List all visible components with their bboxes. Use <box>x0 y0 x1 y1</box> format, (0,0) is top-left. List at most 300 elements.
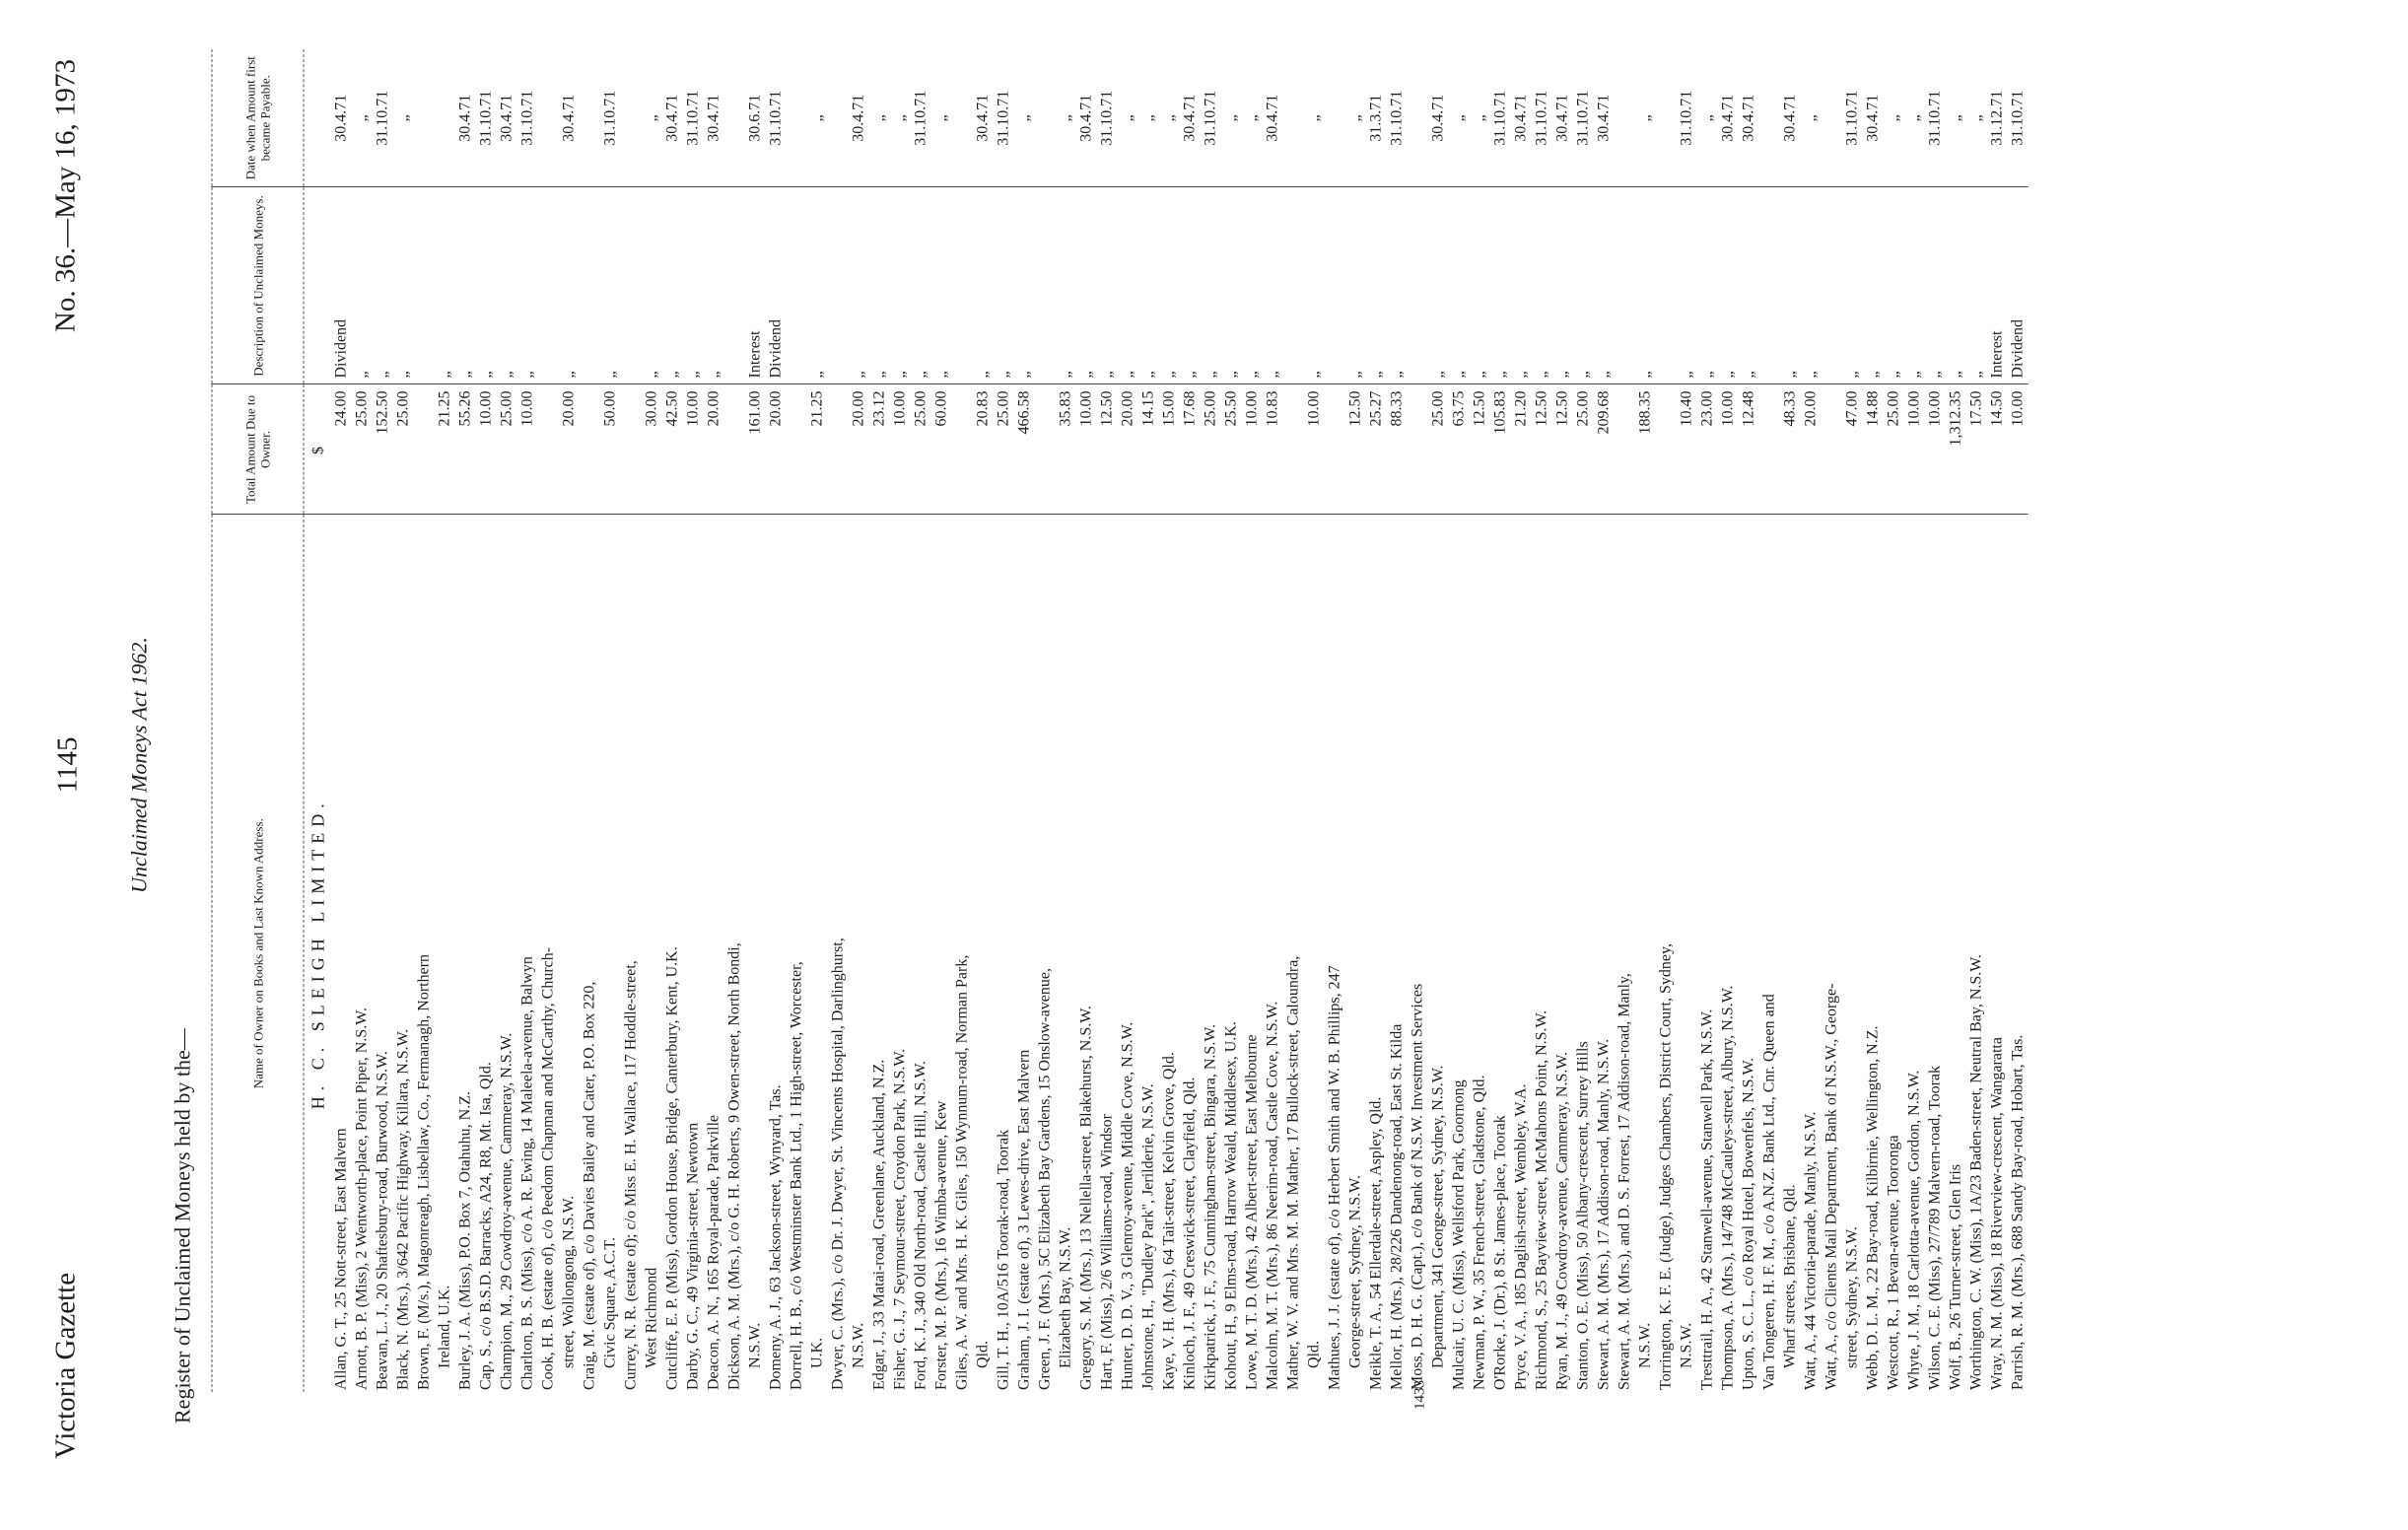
payable-date: 30.4.71 <box>1740 94 1756 142</box>
table-header-row <box>212 49 304 1392</box>
amount-due: 10.40 <box>1655 384 1696 515</box>
owner-name-address <box>993 515 1013 1392</box>
moneys-description: „ <box>889 187 910 384</box>
moneys-description: „ <box>1821 187 1862 384</box>
owner-name-address <box>1883 515 1903 1392</box>
payable-date: 31.10.71 <box>995 90 1011 146</box>
moneys-description: „ <box>454 187 475 384</box>
table-row <box>1862 49 1883 1392</box>
amount-due: 10.00 <box>1924 384 1945 515</box>
table-row <box>1407 49 1448 1392</box>
table-row <box>868 49 889 1392</box>
column-header-amount: Total Amount Due to Owner. <box>212 384 304 515</box>
moneys-description: Interest <box>723 187 765 384</box>
owner-address-continuation: U.K. <box>808 1337 825 1368</box>
owner-name-address <box>1075 515 1096 1392</box>
amount-due: 21.25 <box>413 384 454 515</box>
owner-address-continuation: Ireland, U.K. <box>436 1285 452 1368</box>
owner-name-address <box>1800 515 1821 1392</box>
owner-name-address <box>1614 515 1655 1392</box>
owner-name-line: Watt, A., c/o Clients Mail Department, Bank of N.S.W., George- <box>1823 983 1839 1390</box>
payable-date: „ <box>870 114 887 122</box>
payable-date: 30.6.71 <box>746 94 763 142</box>
moneys-description: „ <box>1510 187 1531 384</box>
payable-date: „ <box>1243 114 1260 122</box>
owner-name-line: O'Rorke, J. (Dr.), 8 St. James-place, Toorak <box>1491 1115 1508 1390</box>
payable-date: „ <box>1885 114 1901 122</box>
moneys-description: „ <box>1614 187 1655 384</box>
owner-name-address <box>1469 515 1489 1392</box>
payable-date: 31.10.71 <box>1533 90 1549 146</box>
amount-due: 17.68 <box>1179 384 1200 515</box>
amount-due: 20.00 <box>765 384 786 515</box>
owner-name-line: Gregory, S. M. (Mrs.), 13 Nellella-street, Blakehurst, N.S.W. <box>1077 1006 1094 1390</box>
payable-date: „ <box>1802 114 1819 122</box>
owner-name-line: Domeny, A. J., 63 Jackson-street, Wynyard, Tas. <box>767 1084 784 1390</box>
table-row <box>1758 49 1800 1392</box>
amount-due: 10.00 <box>1903 384 1924 515</box>
owner-name-line: Green, J. F. (Mrs.), 5C Elizabeth Bay Gardens, 15 Onslow-avenue, <box>1036 968 1053 1390</box>
table-row <box>1386 49 1407 1392</box>
column-header-name: Name of Owner on Books and Last Known Address. <box>212 515 304 1392</box>
unclaimed-moneys-table <box>211 49 2028 1392</box>
payable-date: 31.10.71 <box>1388 90 1405 146</box>
amount-due: 63.75 <box>1448 384 1469 515</box>
owner-address-continuation: Elizabeth Bay, N.S.W. <box>1057 1226 1073 1368</box>
act-title: Unclaimed Moneys Act 1962. <box>126 637 151 893</box>
owner-name-line: Charlton, B. S. (Miss), c/o A. R. Ewing, 14 Maleela-avenue, Balwyn <box>518 956 535 1390</box>
payable-date: „ <box>1905 114 1922 122</box>
payable-date: „ <box>1947 114 1963 122</box>
owner-name-line: Edgar, J., 33 Matai-road, Greenlane, Auckland, N.Z. <box>870 1059 887 1390</box>
owner-name-line: Cap, S., c/o B.S.D. Barracks, A24, R8, Mt. Isa, Qld. <box>477 1062 494 1390</box>
owner-name-address <box>475 515 496 1392</box>
owner-name-line: Parrish, R. M. (Mrs.), 688 Sandy Bay-road, Hobart, Tas. <box>2009 1034 2026 1390</box>
amount-due: 55.26 <box>454 384 475 515</box>
table-row <box>1945 49 1965 1392</box>
amount-due: 25.00 <box>351 384 372 515</box>
owner-name-line: Kaye, V. H. (Mrs.), 64 Tait-street, Kelvin Grove, Qld. <box>1160 1052 1177 1390</box>
payable-date: 31.3.71 <box>1367 94 1384 142</box>
owner-name-address <box>1738 515 1758 1392</box>
owner-name-line: Deacon, A. N., 165 Royal-parade, Parkville <box>705 1114 722 1390</box>
owner-name-address <box>1924 515 1945 1392</box>
owner-name-address <box>2007 515 2028 1392</box>
amount-due: 10.00 <box>1282 384 1324 515</box>
amount-due: 12.50 <box>1096 384 1117 515</box>
moneys-description: „ <box>930 187 951 384</box>
owner-name-line: Dwyer, C. (Mrs.), c/o Dr. J. Dwyer, St. Vincents Hospital, Darlinghurst, <box>829 938 846 1390</box>
owner-name-line: Beavan, L. J., 20 Shaftesbury-road, Burwood, N.S.W. <box>374 1051 390 1390</box>
owner-name-address <box>392 515 413 1392</box>
amount-due: 24.00 <box>330 384 351 515</box>
owner-name-address <box>1572 515 1593 1392</box>
owner-address-continuation: N.S.W. <box>1636 1322 1653 1368</box>
amount-due: 25.00 <box>1883 384 1903 515</box>
owner-name-line: Meikle, T. A., 54 Ellerdale-street, Aspley, Qld. <box>1367 1096 1384 1390</box>
payable-date: „ <box>1015 114 1032 122</box>
owner-name-address <box>1241 515 1262 1392</box>
owner-address-continuation: Qld. <box>1305 1341 1322 1368</box>
amount-due: 23.12 <box>868 384 889 515</box>
table-row <box>1034 49 1075 1392</box>
payable-date: 30.4.71 <box>498 94 515 142</box>
owner-name-line: Dorrell, H. B., c/o Westminster Bank Ltd., 1 High-street, Worcester, <box>788 961 804 1390</box>
payable-date: „ <box>643 114 659 122</box>
moneys-description: „ <box>1758 187 1800 384</box>
payable-date: „ <box>1119 114 1135 122</box>
owner-name-address <box>537 515 579 1392</box>
publication-title: Victoria Gazette <box>49 1272 81 1459</box>
moneys-description: „ <box>351 187 372 384</box>
amount-due: 35.83 <box>1034 384 1075 515</box>
owner-name-line: Wray, N. M. (Miss), 18 Riverview-crescent, Wangaratta <box>1988 1037 2005 1390</box>
table-row <box>454 49 475 1392</box>
owner-name-line: Darby, G. C., 49 Virginia-street, Newtown <box>684 1122 701 1390</box>
owner-address-continuation: N.S.W. <box>850 1322 866 1368</box>
payable-date: „ <box>1160 114 1177 122</box>
owner-name-address <box>1137 515 1158 1392</box>
moneys-description: „ <box>1407 187 1448 384</box>
table-row <box>620 49 661 1392</box>
moneys-description: „ <box>1903 187 1924 384</box>
owner-name-address <box>1821 515 1862 1392</box>
moneys-description: „ <box>1324 187 1365 384</box>
amount-due: 21.25 <box>786 384 827 515</box>
owner-name-line: Thompson, A. (Mrs.), 14/748 McCauleys-street, Albury, N.S.W. <box>1719 985 1736 1390</box>
table-row <box>537 49 579 1392</box>
table-row <box>1800 49 1821 1392</box>
amount-due: 60.00 <box>930 384 951 515</box>
amount-due: 17.50 <box>1965 384 1986 515</box>
table-row <box>2007 49 2028 1392</box>
table-row <box>786 49 827 1392</box>
amount-due: 48.33 <box>1758 384 1800 515</box>
owner-name-line: Lowe, M. T. D. (Mrs.), 42 Albert-street, East Melbourne <box>1243 1034 1260 1390</box>
payable-date: 31.10.71 <box>1678 90 1694 146</box>
currency-symbol: $ <box>304 384 331 515</box>
moneys-description: „ <box>827 187 868 384</box>
moneys-description: „ <box>1282 187 1324 384</box>
owner-name-line: Wolf, B., 26 Turner-street, Glen Iris <box>1947 1163 1963 1390</box>
amount-due: 12.50 <box>1531 384 1551 515</box>
table-row <box>889 49 910 1392</box>
owner-address-continuation: Qld. <box>974 1341 991 1368</box>
table-row <box>392 49 413 1392</box>
owner-name-line: Stewart, A. M. (Mrs.), and D. S. Forrest, 17 Addison-road, Manly, <box>1616 973 1632 1390</box>
owner-name-address <box>827 515 868 1392</box>
payable-date: „ <box>353 114 370 122</box>
owner-name-address <box>1324 515 1365 1392</box>
amount-due: 25.00 <box>910 384 930 515</box>
owner-name-line: Dickson, A. M. (Mrs.), c/o G. H. Roberts, 9 Owen-street, North Bondi, <box>725 942 742 1390</box>
amount-due: 152.50 <box>372 384 392 515</box>
amount-due: 25.00 <box>496 384 516 515</box>
moneys-description: „ <box>537 187 579 384</box>
payable-date: 31.12.71 <box>1988 90 2005 146</box>
owner-name-address <box>1220 515 1241 1392</box>
payable-date: 30.4.71 <box>974 94 991 142</box>
owner-name-line: Cook, H. B. (estate of), c/o Peedom Chapman and McCarthy, Church- <box>539 946 556 1390</box>
amount-due: 25.00 <box>993 384 1013 515</box>
amount-due: 10.00 <box>889 384 910 515</box>
amount-due: 10.00 <box>475 384 496 515</box>
payable-date: 30.4.71 <box>1264 94 1280 142</box>
owner-name-line: Brown, F. (M/s.), Magonreagh, Lisbellaw, Co., Fermanagh, Northern <box>415 953 432 1390</box>
moneys-description: Interest <box>1986 187 2007 384</box>
table-row <box>703 49 723 1392</box>
table-row <box>1365 49 1386 1392</box>
owner-name-address <box>1696 515 1717 1392</box>
payable-date: „ <box>1139 114 1156 122</box>
amount-due: 25.00 <box>1407 384 1448 515</box>
owner-name-address <box>351 515 372 1392</box>
amount-due: 25.00 <box>1200 384 1220 515</box>
owner-name-address <box>1489 515 1510 1392</box>
table-row <box>723 49 765 1392</box>
payable-date: „ <box>1057 114 1073 122</box>
moneys-description: „ <box>1034 187 1075 384</box>
moneys-description: „ <box>496 187 516 384</box>
table-row <box>1158 49 1179 1392</box>
table-row <box>579 49 620 1392</box>
payable-date: „ <box>1222 114 1239 122</box>
table-row <box>1241 49 1262 1392</box>
payable-date: 30.4.71 <box>1595 94 1612 142</box>
register-title: Register of Unclaimed Moneys held by the— <box>170 1028 194 1424</box>
moneys-description: „ <box>1965 187 1986 384</box>
moneys-description: „ <box>579 187 620 384</box>
table-row <box>1489 49 1510 1392</box>
owner-name-address <box>1448 515 1469 1392</box>
table-row <box>475 49 496 1392</box>
moneys-description: „ <box>516 187 537 384</box>
moneys-description: „ <box>372 187 392 384</box>
owner-name-address <box>930 515 951 1392</box>
owner-name-line: Westcott, R., 1 Bevan-avenue, Tooronga <box>1885 1135 1901 1390</box>
payable-date: 30.4.71 <box>1781 94 1798 142</box>
payable-date: 30.4.71 <box>663 94 680 142</box>
moneys-description: Dividend <box>330 187 351 384</box>
moneys-description: „ <box>1924 187 1945 384</box>
table-row <box>1717 49 1738 1392</box>
table-row <box>1883 49 1903 1392</box>
table-row <box>1469 49 1489 1392</box>
owner-name-address <box>372 515 392 1392</box>
payable-date: 31.10.71 <box>1926 90 1943 146</box>
moneys-description: „ <box>475 187 496 384</box>
owner-name-line: Craig, M. (estate of), c/o Davies Bailey and Cater, P.O. Box 220, <box>581 981 597 1390</box>
payable-date: 30.4.71 <box>456 94 473 142</box>
owner-name-line: Hunter, D. D. V., 3 Glenroy-avenue, Middle Cove, N.S.W. <box>1119 1021 1135 1390</box>
table-body <box>304 49 2029 1392</box>
payable-date: 30.4.71 <box>705 94 722 142</box>
payable-date: „ <box>1698 114 1715 122</box>
amount-due: 12.50 <box>1469 384 1489 515</box>
owner-name-line: Mellor, H. (Mrs.), 28/226 Dandenong-road, East St. Kilda <box>1388 1023 1405 1390</box>
amount-due: 20.00 <box>1117 384 1137 515</box>
page-number: 1145 <box>51 736 83 794</box>
moneys-description: „ <box>1200 187 1220 384</box>
payable-date: 30.4.71 <box>332 94 349 142</box>
amount-due: 25.00 <box>392 384 413 515</box>
owner-name-line: Giles, A. W. and Mrs. H. K. Giles, 150 Wynnum-road, Norman Park, <box>953 954 970 1390</box>
owner-name-line: Ryan, M. J., 49 Cowdroy-avenue, Cammeray, N.S.W. <box>1553 1051 1570 1390</box>
owner-name-address <box>1758 515 1800 1392</box>
owner-name-address <box>1034 515 1075 1392</box>
owner-address-continuation: N.S.W. <box>1678 1322 1694 1368</box>
table-row <box>1220 49 1241 1392</box>
column-header-date: Date when Amount first became Payable. <box>212 49 304 187</box>
amount-due: 20.00 <box>827 384 868 515</box>
owner-name-address <box>620 515 661 1392</box>
owner-name-address <box>661 515 682 1392</box>
moneys-description: „ <box>1862 187 1883 384</box>
moneys-description: „ <box>1448 187 1469 384</box>
payable-date: 31.10.71 <box>374 90 390 146</box>
table-row <box>1096 49 1117 1392</box>
amount-due: 42.50 <box>661 384 682 515</box>
table-row <box>993 49 1013 1392</box>
amount-due: 12.50 <box>1551 384 1572 515</box>
owner-name-address <box>1200 515 1220 1392</box>
table-row <box>765 49 786 1392</box>
table-row <box>1614 49 1655 1392</box>
owner-name-line: Ford, K. J., 340 Old North-road, Castle Hill, N.S.W. <box>912 1060 929 1390</box>
owner-address-continuation: Civic Square, A.C.T. <box>601 1236 618 1368</box>
amount-due: 23.00 <box>1696 384 1717 515</box>
owner-name-line: Currey, N. R. (estate of); c/o Miss E. H. Wallace, 117 Hoddle-street, <box>622 960 639 1390</box>
table-row <box>1075 49 1096 1392</box>
owner-name-line: Newman, P. W., 35 French-street, Gladstone, Qld. <box>1471 1075 1487 1390</box>
amount-due: 10.00 <box>1075 384 1096 515</box>
owner-name-line: Hart, F. (Miss), 2/6 Williams-road, Windsor <box>1098 1114 1115 1390</box>
moneys-description: „ <box>1883 187 1903 384</box>
moneys-description: „ <box>1241 187 1262 384</box>
table-row <box>1510 49 1531 1392</box>
moneys-description: „ <box>993 187 1013 384</box>
amount-due: 10.00 <box>1717 384 1738 515</box>
table-row <box>951 49 993 1392</box>
payable-date: 30.4.71 <box>1553 94 1570 142</box>
moneys-description: „ <box>1800 187 1821 384</box>
moneys-description: „ <box>1179 187 1200 384</box>
moneys-description: Dividend <box>765 187 786 384</box>
moneys-description: „ <box>620 187 661 384</box>
payable-date: 31.10.71 <box>601 90 618 146</box>
owner-name-line: Wilson, C. E. (Miss), 27/789 Malvern-road, Toorak <box>1926 1065 1943 1390</box>
owner-name-line: Stewart, A. M. (Mrs.), 17 Addison-road, Manly, N.S.W. <box>1595 1038 1612 1390</box>
amount-due: 20.00 <box>703 384 723 515</box>
owner-name-line: Van Tongeren, H. F. M., c/o A.N.Z. Bank Ltd., Cnr. Queen and <box>1760 994 1777 1390</box>
table-row <box>1903 49 1924 1392</box>
owner-name-address <box>1945 515 1965 1392</box>
table-row <box>1324 49 1365 1392</box>
payable-date: 30.4.71 <box>560 94 577 142</box>
table-row <box>516 49 537 1392</box>
owner-name-line: Cutcliffe, E. P. (Miss), Gordon House, Bridge, Canterbury, Kent, U.K. <box>663 946 680 1390</box>
moneys-description: Dividend <box>2007 187 2028 384</box>
amount-due: 12.50 <box>1324 384 1365 515</box>
moneys-description: „ <box>1551 187 1572 384</box>
owner-name-line: Worthington, C. W. (Miss), 1A/23 Baden-street, Neutral Bay, N.S.W. <box>1967 954 1984 1390</box>
owner-name-line: Whyte, J. M., 18 Carlotta-avenue, Gordon, N.S.W. <box>1905 1070 1922 1390</box>
moneys-description: „ <box>1717 187 1738 384</box>
payable-date: „ <box>1346 114 1363 122</box>
table-row <box>1448 49 1469 1392</box>
amount-due: 10.83 <box>1262 384 1282 515</box>
table-row <box>1572 49 1593 1392</box>
owner-address-continuation: street, Sydney, N.S.W. <box>1843 1226 1860 1368</box>
owner-address-continuation: N.S.W. <box>746 1322 763 1368</box>
table-row <box>1013 49 1034 1392</box>
owner-name-address <box>454 515 475 1392</box>
issue-date: No. 36.—May 16, 1973 <box>49 59 81 333</box>
amount-due: 105.83 <box>1489 384 1510 515</box>
table-row <box>1655 49 1696 1392</box>
payable-date: 31.10.71 <box>1491 90 1508 146</box>
amount-due: 20.00 <box>537 384 579 515</box>
table-row <box>1282 49 1324 1392</box>
owner-name-address <box>1386 515 1407 1392</box>
owner-name-line: Malcolm, M. T. (Mrs.), 86 Neerim-road, Castle Cove, N.S.W. <box>1264 1001 1280 1390</box>
amount-due: 10.00 <box>682 384 703 515</box>
owner-name-address <box>1717 515 1738 1392</box>
moneys-description: „ <box>413 187 454 384</box>
owner-name-address <box>1179 515 1200 1392</box>
table-row <box>1262 49 1282 1392</box>
owner-name-address <box>1117 515 1137 1392</box>
owner-name-address <box>723 515 765 1392</box>
moneys-description: „ <box>1655 187 1696 384</box>
moneys-description: „ <box>1386 187 1407 384</box>
owner-name-address <box>413 515 454 1392</box>
payable-date: 30.4.71 <box>1077 94 1094 142</box>
payable-date: „ <box>808 114 825 122</box>
moneys-description: „ <box>786 187 827 384</box>
amount-due: 88.33 <box>1386 384 1407 515</box>
owner-name-address <box>1365 515 1386 1392</box>
amount-due: 188.35 <box>1614 384 1655 515</box>
table-row <box>413 49 454 1392</box>
payable-date: 30.4.71 <box>1719 94 1736 142</box>
payable-date: 31.10.71 <box>912 90 929 146</box>
owner-address-continuation: George-street, Sydney, N.S.W. <box>1346 1175 1363 1368</box>
owner-name-address <box>1655 515 1696 1392</box>
owner-name-address <box>516 515 537 1392</box>
moneys-description: „ <box>910 187 930 384</box>
amount-due: 30.00 <box>620 384 661 515</box>
amount-due: 161.00 <box>723 384 765 515</box>
owner-name-address <box>703 515 723 1392</box>
owner-name-address <box>579 515 620 1392</box>
moneys-description: „ <box>1220 187 1241 384</box>
amount-due: 21.20 <box>1510 384 1531 515</box>
owner-name-line: Allan, G. T., 25 Nott-street, East Malvern <box>332 1128 349 1390</box>
owner-name-line: Mather, W. V. and Mrs. M. M. Mather, 17 Bullock-street, Caloundra, <box>1284 955 1301 1390</box>
table-row <box>827 49 868 1392</box>
moneys-description: „ <box>1262 187 1282 384</box>
owner-name-line: Johnstone, H., "Dudley Park", Jerilderie, N.S.W. <box>1139 1083 1156 1390</box>
payable-date: 31.10.71 <box>684 90 701 146</box>
payable-date: 31.10.71 <box>1202 90 1218 146</box>
moneys-description: „ <box>1469 187 1489 384</box>
moneys-description: „ <box>1096 187 1117 384</box>
owner-name-line: Upton, S. C. L., c/o Royal Hotel, Bowenfels, N.S.W. <box>1740 1057 1756 1390</box>
table-row <box>351 49 372 1392</box>
amount-due: 25.50 <box>1220 384 1241 515</box>
company-row <box>304 49 331 1392</box>
